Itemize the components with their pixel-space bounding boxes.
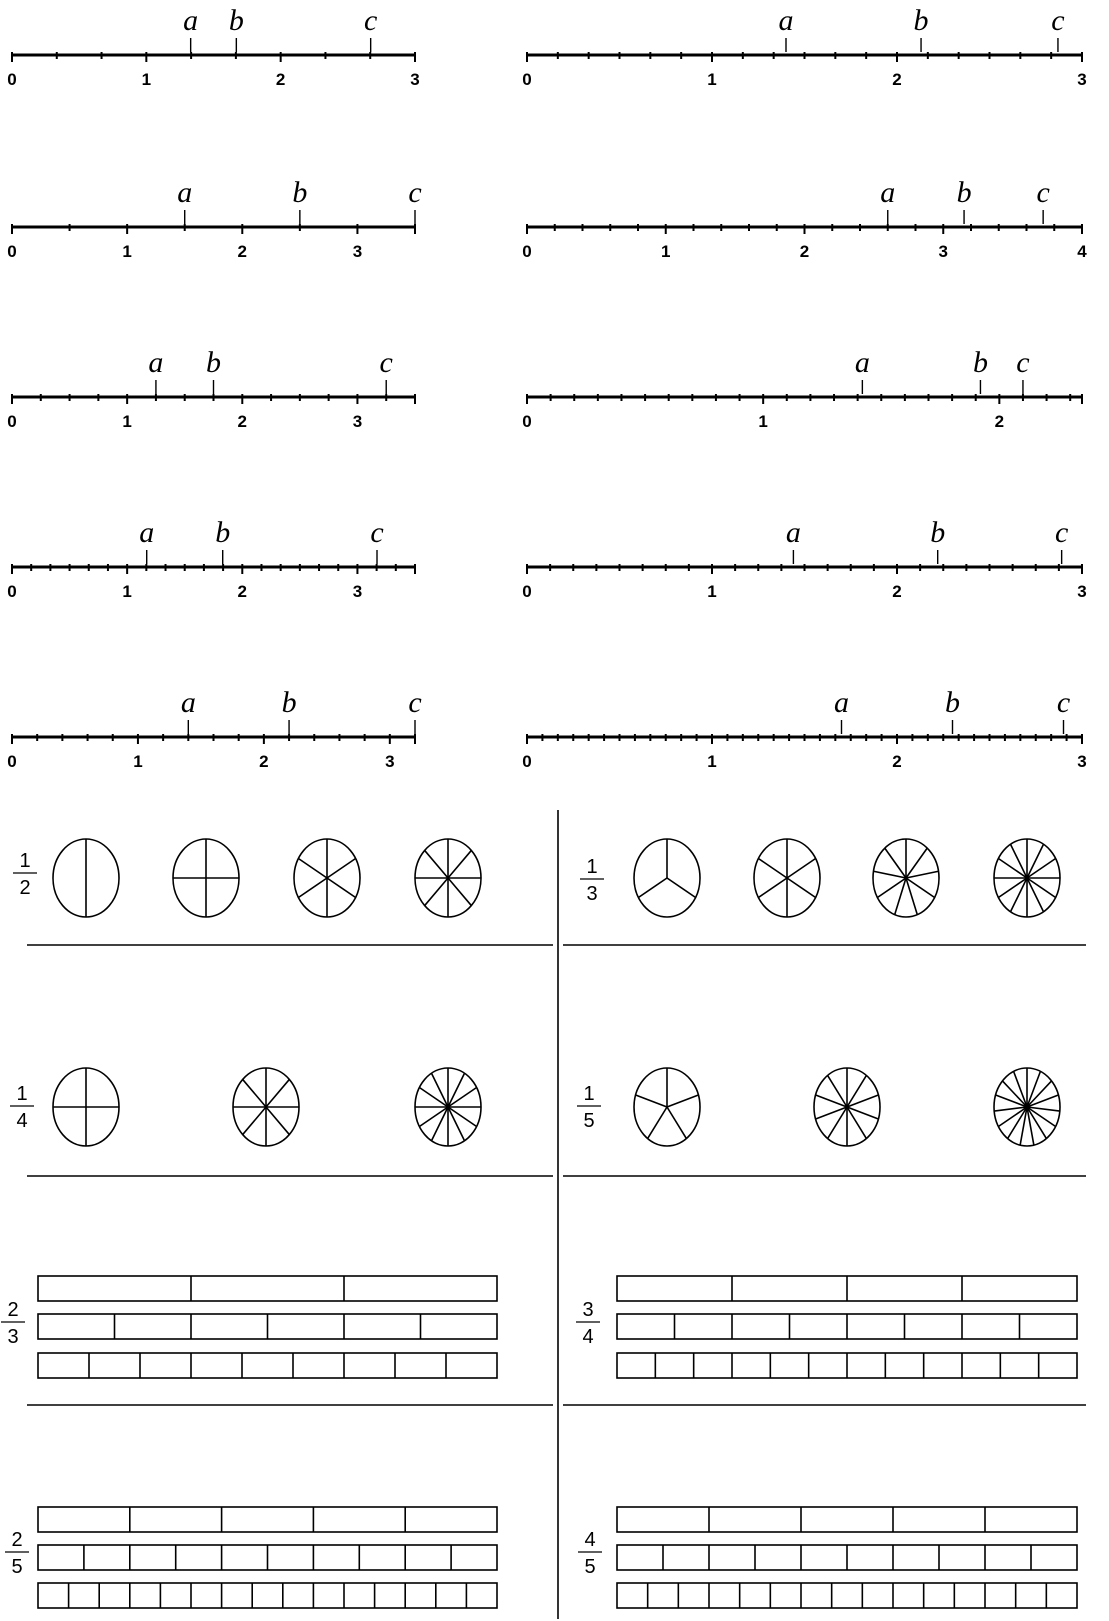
fraction-strip	[38, 1545, 497, 1570]
tick-label: 1	[661, 242, 671, 261]
tick-label: 3	[352, 582, 363, 601]
fraction-circle	[754, 839, 820, 917]
circle-section-line	[266, 1107, 289, 1135]
circle-section-line	[847, 1107, 866, 1139]
fraction-strip	[38, 1353, 497, 1378]
fraction-circle	[994, 839, 1060, 917]
point-label-c: c	[1056, 686, 1071, 719]
tick-label: 3	[938, 242, 948, 261]
tick-label: 0	[522, 752, 532, 771]
point-label-b: b	[945, 686, 960, 719]
tick-label: 1	[758, 412, 768, 431]
point-label-a: a	[785, 516, 801, 549]
fraction-circle	[873, 839, 939, 917]
circle-section-line	[327, 878, 356, 898]
fraction-label	[577, 1083, 601, 1132]
fraction-label	[1, 1299, 25, 1348]
tick-label: 3	[385, 752, 395, 771]
circle-section-line	[327, 859, 356, 879]
point-label-c: c	[1016, 346, 1030, 379]
bar-group	[576, 1276, 1077, 1378]
point-label-b: b	[972, 346, 988, 379]
fraction-bars	[1, 1276, 1077, 1608]
circle-section-line	[636, 1095, 667, 1107]
point-label-b: b	[281, 686, 297, 719]
point-label-c: c	[1054, 516, 1069, 549]
circle-section-line	[448, 878, 471, 906]
point-label-b: b	[956, 176, 972, 209]
fraction-numerator: 2	[11, 1529, 23, 1551]
circle-section-line	[448, 850, 471, 878]
number-line	[522, 176, 1087, 261]
fraction-label	[10, 1083, 34, 1132]
tick-label: 2	[275, 70, 286, 89]
tick-label: 0	[7, 412, 17, 431]
tick-label: 1	[122, 242, 132, 261]
tick-label: 4	[1077, 242, 1087, 261]
fraction-numerator: 4	[584, 1529, 596, 1551]
number-line	[522, 346, 1082, 431]
fraction-numerator: 1	[16, 1083, 28, 1105]
tick-label: 2	[994, 412, 1005, 431]
tick-label: 2	[892, 752, 902, 771]
strip-outline	[617, 1507, 1077, 1532]
tick-label: 1	[707, 752, 717, 771]
tick-label: 0	[7, 582, 17, 601]
strip-outline	[38, 1583, 497, 1608]
tick-label: 2	[892, 582, 902, 601]
circle-section-line	[298, 859, 327, 879]
tick-label: 1	[122, 582, 132, 601]
circle-section-line	[638, 878, 667, 898]
fraction-strip	[617, 1353, 1077, 1378]
fraction-circle	[634, 839, 700, 917]
tick-label: 3	[1077, 752, 1087, 771]
tick-label: 1	[133, 752, 143, 771]
tick-label: 0	[7, 70, 17, 89]
circle-section-line	[266, 1079, 289, 1107]
tick-label: 1	[122, 412, 132, 431]
tick-label: 2	[237, 242, 248, 261]
point-label-a: a	[880, 176, 896, 209]
circle-section-line	[298, 878, 327, 898]
circle-section-line	[648, 1107, 667, 1139]
circle-section-line	[847, 1107, 878, 1119]
fraction-circle	[53, 839, 119, 917]
fraction-circle	[994, 1068, 1060, 1146]
fraction-denominator: 4	[16, 1110, 28, 1132]
fraction-circle	[294, 839, 360, 917]
fraction-circle	[233, 1068, 299, 1146]
fraction-label	[5, 1529, 29, 1578]
fraction-circle	[415, 1068, 481, 1146]
circle-section-line	[243, 1107, 266, 1135]
number-line	[7, 346, 415, 431]
tick-label: 2	[259, 752, 269, 771]
fraction-circle	[53, 1068, 119, 1146]
circle-section-line	[758, 859, 787, 879]
point-label-b: b	[215, 516, 231, 549]
point-label-a: a	[148, 346, 164, 379]
fraction-label	[576, 1299, 600, 1348]
fraction-label	[578, 1529, 602, 1578]
bar-group	[1, 1276, 497, 1378]
circle-section-line	[787, 859, 816, 879]
number-line	[7, 176, 421, 261]
tick-label: 3	[1077, 582, 1087, 601]
point-label-c: c	[1036, 176, 1050, 209]
circle-section-line	[243, 1079, 266, 1107]
number-line	[7, 516, 415, 601]
circle-group	[13, 839, 481, 917]
fraction-label	[13, 850, 37, 899]
tick-label: 3	[352, 412, 363, 431]
fraction-numerator: 1	[583, 1083, 595, 1105]
number-line	[522, 4, 1086, 89]
point-label-c: c	[408, 686, 422, 719]
fraction-strip	[617, 1314, 1077, 1339]
fraction-strip	[38, 1314, 497, 1339]
number-line	[522, 686, 1086, 771]
point-label-b: b	[228, 4, 244, 37]
tick-label: 0	[7, 752, 17, 771]
fraction-label	[580, 856, 604, 905]
circle-section-line	[667, 1107, 686, 1139]
tick-label: 1	[707, 582, 717, 601]
strip-outline	[38, 1507, 497, 1532]
circle-group	[577, 1068, 1060, 1146]
point-label-b: b	[913, 4, 929, 37]
circle-section-line	[667, 1095, 698, 1107]
tick-label: 3	[1077, 70, 1087, 89]
fraction-numerator: 2	[7, 1299, 19, 1321]
circle-section-line	[847, 1095, 878, 1107]
circle-section-line	[828, 1075, 847, 1107]
strip-outline	[38, 1353, 497, 1378]
circle-section-line	[847, 1075, 866, 1107]
point-label-c: c	[408, 176, 422, 209]
point-label-b: b	[206, 346, 221, 379]
point-label-c: c	[364, 4, 378, 37]
fraction-strip	[617, 1507, 1077, 1532]
fraction-circle	[415, 839, 481, 917]
fraction-numerator: 1	[586, 856, 598, 878]
tick-label: 2	[237, 582, 248, 601]
fraction-strip	[38, 1276, 497, 1301]
point-label-a: a	[834, 686, 849, 719]
fraction-numerator: 3	[582, 1299, 594, 1321]
fraction-denominator: 3	[7, 1326, 19, 1348]
tick-label: 1	[707, 70, 717, 89]
point-label-a: a	[778, 4, 794, 37]
fraction-denominator: 5	[584, 1556, 596, 1578]
point-label-a: a	[139, 516, 155, 549]
fraction-circles	[10, 839, 1060, 1146]
circle-section-line	[425, 878, 448, 906]
strip-outline	[38, 1276, 497, 1301]
tick-label: 3	[410, 70, 420, 89]
point-label-a: a	[183, 4, 199, 37]
fraction-denominator: 4	[582, 1326, 594, 1348]
tick-label: 0	[522, 70, 532, 89]
number-lines	[7, 4, 1087, 771]
fraction-strip	[617, 1276, 1077, 1301]
point-label-b: b	[930, 516, 946, 549]
circle-section-line	[895, 878, 906, 915]
fraction-numerator: 1	[19, 850, 31, 872]
number-line	[522, 516, 1086, 601]
point-label-c: c	[379, 346, 393, 379]
circle-section-line	[906, 878, 917, 915]
fraction-circle	[173, 839, 239, 917]
tick-label: 0	[522, 242, 532, 261]
fraction-strip	[38, 1583, 497, 1608]
fraction-circle	[634, 1068, 700, 1146]
circle-section-line	[787, 878, 816, 898]
point-label-b: b	[292, 176, 308, 209]
circle-section-line	[425, 850, 448, 878]
fraction-denominator: 5	[11, 1556, 23, 1578]
bar-group	[5, 1507, 497, 1608]
point-label-c: c	[1051, 4, 1065, 37]
tick-label: 1	[141, 70, 152, 89]
divider-lines	[27, 810, 1086, 1619]
fraction-strip	[38, 1507, 497, 1532]
tick-label: 0	[522, 412, 532, 431]
tick-label: 2	[237, 412, 248, 431]
tick-label: 0	[7, 242, 17, 261]
circle-section-line	[828, 1107, 847, 1139]
strip-outline	[617, 1583, 1077, 1608]
circle-section-line	[758, 878, 787, 898]
number-line	[7, 4, 419, 89]
circle-section-line	[816, 1095, 847, 1107]
tick-label: 2	[799, 242, 810, 261]
circle-section-line	[1014, 1071, 1027, 1107]
bar-group	[578, 1507, 1077, 1608]
point-label-a: a	[854, 346, 870, 379]
point-label-a: a	[180, 686, 196, 719]
tick-label: 3	[352, 242, 363, 261]
fraction-denominator: 3	[586, 883, 598, 905]
fraction-strip	[617, 1583, 1077, 1608]
circle-section-line	[1027, 1071, 1040, 1107]
tick-label: 0	[522, 582, 532, 601]
circle-section-line	[667, 878, 696, 898]
fraction-denominator: 5	[583, 1110, 595, 1132]
number-line	[7, 686, 421, 771]
tick-label: 2	[892, 70, 902, 89]
circle-group	[10, 1068, 481, 1146]
circle-group	[580, 839, 1060, 917]
point-label-a: a	[177, 176, 193, 209]
circle-section-line	[816, 1107, 847, 1119]
fraction-circle	[814, 1068, 880, 1146]
fraction-strip	[617, 1545, 1077, 1570]
point-label-c: c	[370, 516, 384, 549]
fraction-denominator: 2	[19, 877, 31, 899]
